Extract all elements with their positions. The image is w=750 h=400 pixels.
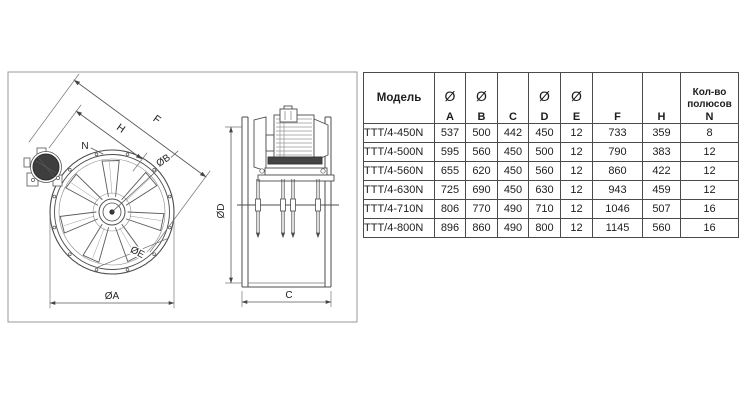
table-header-row bbox=[364, 73, 739, 124]
model-cell: ТТТ/4-450N bbox=[364, 124, 435, 143]
dim-label-dia-d: ØD bbox=[216, 203, 227, 219]
dim-label-dia-a: ØA bbox=[104, 291, 120, 302]
header-model: Модель bbox=[364, 73, 435, 124]
dim-label-c: C bbox=[285, 290, 293, 301]
rod bbox=[316, 179, 321, 237]
table-row: ТТТ/4-500N 595 560 450 500 12 790 383 12 bbox=[364, 143, 739, 162]
dim-label-dia-b: ØB bbox=[154, 152, 173, 170]
table-row: ТТТ/4-450N 537 500 442 450 12 733 359 8 bbox=[364, 124, 739, 143]
header-dia-d: Ø D bbox=[529, 73, 561, 124]
table-row: ТТТ/4-630N 725 690 450 630 12 943 459 12 bbox=[364, 181, 739, 200]
model-cell: ТТТ/4-500N bbox=[364, 143, 435, 162]
table-row: ТТТ/4-560N 655 620 450 560 12 860 422 12 bbox=[364, 162, 739, 181]
dim-label-f: F bbox=[150, 112, 163, 127]
model-cell: ТТТ/4-710N bbox=[364, 200, 435, 219]
rod bbox=[281, 179, 286, 237]
header-dia-a: Ø A bbox=[435, 73, 466, 124]
support-rods bbox=[237, 179, 339, 237]
header-poles-n: Кол-во полюсов N bbox=[681, 73, 739, 124]
table-row: ТТТ/4-710N 806 770 490 710 12 1046 507 16 bbox=[364, 200, 739, 219]
motor-side bbox=[254, 106, 334, 181]
side-view bbox=[216, 106, 339, 307]
drawing-border bbox=[8, 72, 357, 322]
dim-label-n: N bbox=[81, 141, 89, 152]
technical-drawing bbox=[6, 71, 358, 323]
header-h: H bbox=[643, 73, 681, 124]
dim-label-dia-e: ØE bbox=[128, 244, 147, 262]
model-cell: ТТТ/4-630N bbox=[364, 181, 435, 200]
dim-label-h: H bbox=[114, 121, 128, 136]
header-dia-b: Ø B bbox=[466, 73, 498, 124]
front-view bbox=[24, 74, 210, 308]
rod bbox=[256, 179, 261, 237]
rod bbox=[291, 179, 296, 237]
model-cell: ТТТ/4-800N bbox=[364, 219, 435, 238]
header-f: F bbox=[593, 73, 643, 124]
model-cell: ТТТ/4-560N bbox=[364, 162, 435, 181]
header-dia-e: Ø E bbox=[561, 73, 593, 124]
dimensions-table bbox=[363, 72, 739, 238]
motor-front bbox=[24, 148, 62, 186]
header-c: C bbox=[498, 73, 529, 124]
table-row: ТТТ/4-800N 896 860 490 800 12 1145 560 16 bbox=[364, 219, 739, 238]
